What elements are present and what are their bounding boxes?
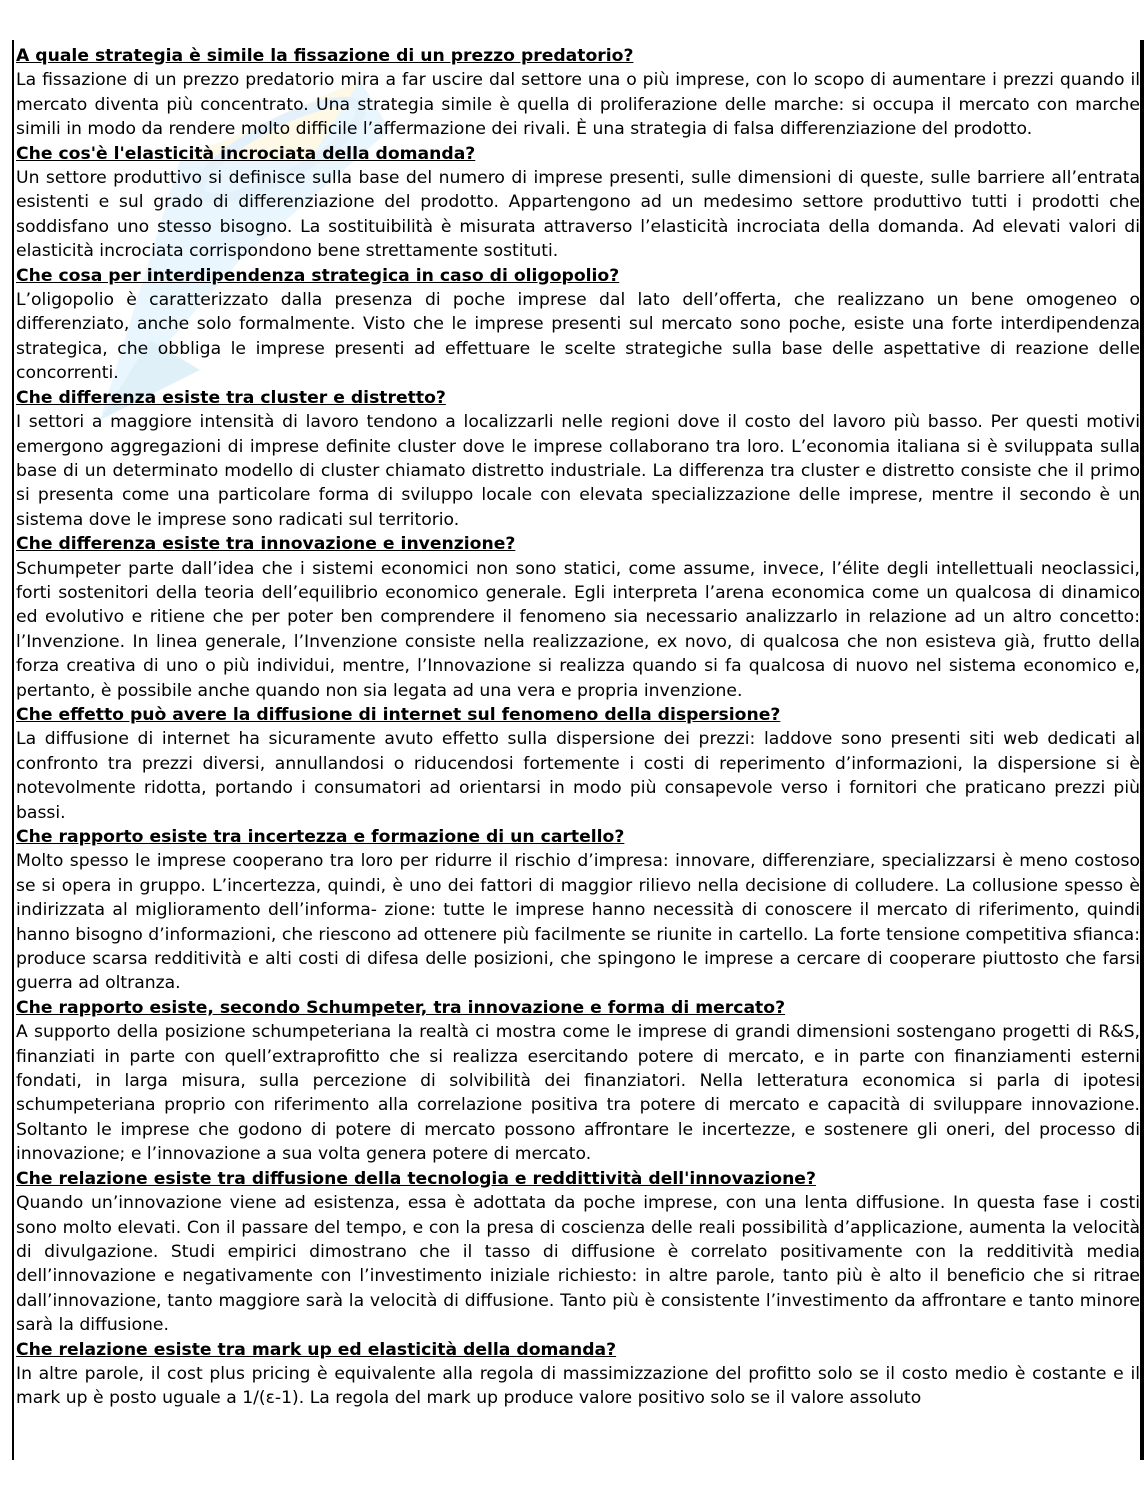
question-6-heading: Che effetto può avere la diffusione di internet sul fenomeno della dispersione?: [16, 704, 781, 725]
question-3-heading: Che cosa per interdipendenza strategica in caso di oligopolio?: [16, 265, 620, 286]
question-8-heading: Che rapporto esiste, secondo Schumpeter, tra innovazione e forma di mercato?: [16, 997, 786, 1018]
answer-4-text: I settori a maggiore intensità di lavoro tendono a localizzarli nelle regioni dove il costo del lavoro più basso. Per questi motivi emergono aggregazioni di imprese definite cluster dove le imprese collaborano tra loro. L’economia italiana si è sviluppata sulla base di un determinato modello di cluster chiamato distretto industriale. La differenza tra cluster e distretto consiste che il primo si presenta come una particolare forma di sviluppo locale con elevata specializzazione delle imprese, mentre il secondo è un sistema dove le imprese sono radicati sul territorio.: [16, 412, 1140, 530]
right-border-rule: [1140, 40, 1144, 1460]
answer-3-text: L’oligopolio è caratterizzato dalla presenza di poche imprese dal lato dell’offerta, che realizzano un bene omogeneo o differenziato, anche solo formalmente. Visto che le imprese presenti sul mercato sono poche, esiste una forte interdipendenza strategica, che obbliga le imprese presenti ad effettuare le scelte strategiche sulla base delle aspettative di reazione delle concorrenti.: [16, 290, 1140, 384]
question-4-heading: Che differenza esiste tra cluster e distretto?: [16, 387, 446, 408]
question-10-heading: Che relazione esiste tra mark up ed elasticità della domanda?: [16, 1339, 617, 1360]
answer-2-text: Un settore produttivo si definisce sulla base del numero di imprese presenti, sulle dimensioni di queste, sulle barriere all’entrata esistenti e sul grado di differenziazione del prodotto. Appartengono ad un medesimo settore produttivo tutti i prodotti che soddisfano uno stesso bisogno. La sostituibilità è misurata attraverso l’elasticità incrociata della domanda. Ad elevati valori di elasticità incrociata corrispondono bene strettamente sostituti.: [16, 168, 1140, 262]
question-9-heading: Che relazione esiste tra diffusione della tecnologia e reddittività dell'innovazione?: [16, 1168, 816, 1189]
answer-10-text: In altre parole, il cost plus pricing è equivalente alla regola di massimizzazione del profitto solo se il costo medio è costante e il mark up è posto uguale a 1/(ε-1). La regola del mark up produce valore positivo solo se il valore assoluto: [16, 1363, 1140, 1409]
question-7-heading: Che rapporto esiste tra incertezza e formazione di un cartello?: [16, 827, 625, 847]
question-5-heading: Che differenza esiste tra innovazione e invenzione?: [16, 534, 516, 555]
question-2-heading: Che cos'è l'elasticità incrociata della domanda?: [16, 143, 476, 164]
qa-content: [16, 44, 1140, 1458]
question-1-heading: A quale strategia è simile la fissazione di un prezzo predatorio?: [16, 46, 634, 66]
answer-7-text: Molto spesso le imprese cooperano tra loro per ridurre il rischio d’impresa: innovare, differenziare, specializzarsi è meno costoso se si opera in gruppo. L’incertezza, quindi, è uno dei fattori di maggior rilievo nella decisione di colludere. La collusione spesso è indirizzata al miglioramento dell’informa- zione: tutte le imprese hanno necessità di conoscere il mercato di riferimento, quindi hanno bisogno d’informazioni, che riescono ad ottenere più facilmente se riunite in cartello. La forte tensione competitiva sfianca: produce scarsa redditività e alti costi di difesa delle posizioni, che spingono le imprese a cercare di cooperare piuttosto che farsi guerra ad oltranza.: [16, 851, 1140, 994]
answer-8-text: A supporto della posizione schumpeteriana la realtà ci mostra come le imprese di grandi dimensioni sostengano progetti di R&S, finanziati in parte con quell’extraprofitto che si realizza esercitando potere di mercato, e in parte con finanziamenti esterni fondati, in larga misura, sulla percezione di solvibilità dei finanziatori. Nella letteratura economica si parla di ipotesi schumpeteriana proprio con riferimento alla correlazione positiva tra potere di mercato e capacità di sviluppare innovazione. Soltanto le imprese che godono di potere di mercato possono affrontare le incertezze, e sostenere gli oneri, del processo di innovazione; e l’innovazione a sua volta genera potere di mercato.: [16, 1022, 1140, 1165]
answer-5-text: Schumpeter parte dall’idea che i sistemi economici non sono statici, come assume, invece, l’élite degli intellettuali neoclassici, forti sostenitori della teoria dell’equilibrio economico generale. Egli interpreta l’arena economica come un qualcosa di dinamico ed evolutivo e ritiene che per poter ben comprendere il fenomeno sia necessario analizzarlo in relazione ad un altro concetto: l’Invenzione. In linea generale, l’Invenzione consiste nella realizzazione, ex novo, di qualcosa che non esisteva già, frutto della forza creativa di uno o più individui, mentre, l’Innovazione si realizza quando si fa qualcosa di nuovo nel sistema economico e, pertanto, è possibile anche quando non sia legata ad una vera e propria invenzione.: [16, 558, 1140, 701]
answer-6-text: La diffusione di internet ha sicuramente avuto effetto sulla dispersione dei prezzi: laddove sono presenti siti web dedicati al confronto tra prezzi diversi, annullandosi o riducendosi fortemente i costi di reperimento d’informazioni, la dispersione si è notevolmente ridotta, portando i consumatori ad orientarsi in modo più consapevole verso i fornitori che praticano prezzi più bassi.: [16, 729, 1140, 823]
answer-9-text: Quando un’innovazione viene ad esistenza, essa è adottata da poche imprese, con una lenta diffusione. In questa fase i costi sono molto elevati. Con il passare del tempo, e con la presa di coscienza delle reali possibilità d’applicazione, aumenta la velocità di divulgazione. Studi empirici dimostrano che il tasso di diffusione è correlato positivamente con la redditività media dell’innovazione e negativamente con l’investimento iniziale richiesto: in altre parole, tanto più è alto il beneficio che si ritrae dall’innovazione, tanto maggiore sarà la velocità di diffusione. Tanto più è consistente l’investimento da affrontare e tanto minore sarà la diffusione.: [16, 1193, 1140, 1336]
answer-1-text: La fissazione di un prezzo predatorio mira a far uscire dal settore una o più imprese, con lo scopo di aumentare i prezzi quando il mercato diventa più concentrato. Una strategia simile è quella di proliferazione delle marche: si occupa il mercato con marche simili in modo da rendere molto difficile l’affermazione dei rivali. È una strategia di falsa differenziazione del prodotto.: [16, 70, 1140, 140]
left-border-rule: [12, 40, 14, 1460]
